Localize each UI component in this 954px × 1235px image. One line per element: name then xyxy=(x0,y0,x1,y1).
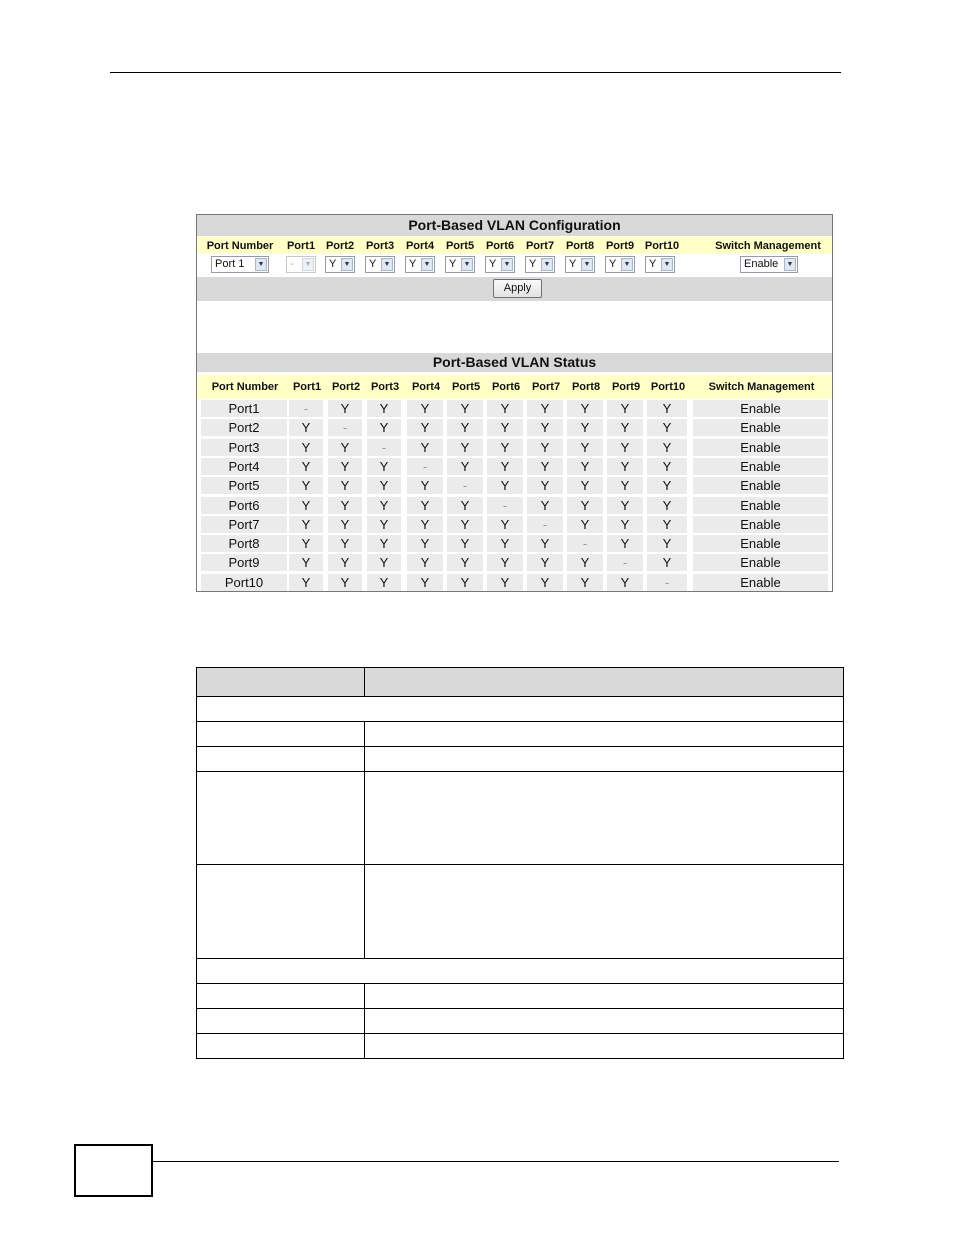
status-column-header: Port5 xyxy=(451,381,481,393)
status-cell: Y xyxy=(447,516,483,533)
footer-rule xyxy=(152,1161,839,1162)
status-column-header: Switch Management xyxy=(708,381,815,393)
config-column-header: Port2 xyxy=(325,239,355,252)
port-number-select[interactable] xyxy=(211,256,269,273)
status-cell: Y xyxy=(527,419,563,436)
status-cell: Y xyxy=(447,554,483,571)
select-value: Port 1 xyxy=(215,258,245,270)
select-value: Y xyxy=(649,258,657,270)
chevron-down-icon: ▼ xyxy=(661,258,673,271)
status-column-header: Port6 xyxy=(491,381,521,393)
port3-select[interactable] xyxy=(365,256,395,273)
status-cell: Y xyxy=(567,400,603,417)
port5-select[interactable] xyxy=(445,256,475,273)
status-cell: Port8 xyxy=(201,535,287,552)
status-cell: - xyxy=(328,419,362,436)
chevron-down-icon: ▼ xyxy=(621,258,633,271)
status-cell: Y xyxy=(407,554,443,571)
config-column-header: Port9 xyxy=(605,239,635,252)
status-cell: Enable xyxy=(693,535,828,552)
status-cell: Y xyxy=(407,535,443,552)
config-column-header: Port1 xyxy=(286,239,316,252)
table-row xyxy=(197,772,844,865)
status-cell: Y xyxy=(567,477,603,494)
table-row xyxy=(197,865,844,959)
table-row xyxy=(197,747,844,772)
port4-select[interactable] xyxy=(405,256,435,273)
vlan-screenshot-panel xyxy=(196,214,833,592)
table-row xyxy=(197,399,832,418)
chevron-down-icon: ▼ xyxy=(381,258,393,271)
status-cell: Y xyxy=(328,477,362,494)
status-cell: Enable xyxy=(693,477,828,494)
status-cell: Y xyxy=(367,400,401,417)
status-cell: - xyxy=(567,535,603,552)
table-row xyxy=(197,722,844,747)
status-cell: Y xyxy=(407,477,443,494)
status-cell: Y xyxy=(328,458,362,475)
status-cell: Y xyxy=(567,516,603,533)
status-cell: Y xyxy=(487,516,523,533)
table-row xyxy=(197,534,832,553)
status-column-header: Port2 xyxy=(331,381,361,393)
table-row xyxy=(197,438,832,457)
select-value: Y xyxy=(569,258,577,270)
status-cell: Y xyxy=(328,516,362,533)
status-cell: Y xyxy=(487,458,523,475)
table-row xyxy=(197,959,844,984)
port9-select[interactable] xyxy=(605,256,635,273)
status-cell: Y xyxy=(607,516,643,533)
status-cell: Port2 xyxy=(201,419,287,436)
status-cell: - xyxy=(447,477,483,494)
status-cell: Y xyxy=(487,574,523,591)
status-column-header: Port10 xyxy=(650,381,686,393)
status-cell: Y xyxy=(607,439,643,456)
status-cell: Y xyxy=(567,458,603,475)
status-column-header: Port9 xyxy=(611,381,641,393)
chevron-down-icon: ▼ xyxy=(255,258,267,271)
status-cell: Y xyxy=(487,535,523,552)
table-row xyxy=(197,553,832,572)
switch-management-select[interactable] xyxy=(740,256,798,273)
status-cell: Enable xyxy=(693,574,828,591)
status-cell: - xyxy=(407,458,443,475)
status-cell: Y xyxy=(328,554,362,571)
status-cell: - xyxy=(527,516,563,533)
status-cell: Y xyxy=(527,497,563,514)
status-cell: Y xyxy=(367,419,401,436)
status-cell: Y xyxy=(487,439,523,456)
status-cell: Y xyxy=(607,477,643,494)
status-cell: Enable xyxy=(693,400,828,417)
status-cell: Y xyxy=(289,554,323,571)
status-cell: Y xyxy=(367,574,401,591)
status-cell: - xyxy=(487,497,523,514)
status-cell: Y xyxy=(367,554,401,571)
status-cell: Y xyxy=(527,477,563,494)
status-cell: Y xyxy=(567,439,603,456)
status-cell: Enable xyxy=(693,458,828,475)
status-cell: Y xyxy=(607,574,643,591)
status-cell: Y xyxy=(407,400,443,417)
table-row xyxy=(197,697,844,722)
status-cell: Y xyxy=(367,535,401,552)
select-value: Y xyxy=(609,258,617,270)
status-cell: Y xyxy=(407,516,443,533)
status-cell: Y xyxy=(527,535,563,552)
status-cell: Y xyxy=(407,574,443,591)
status-cell: Y xyxy=(328,574,362,591)
config-control-row xyxy=(197,255,832,275)
status-cell: Y xyxy=(367,516,401,533)
status-cell: Y xyxy=(289,458,323,475)
table-row xyxy=(197,668,844,697)
status-cell: Y xyxy=(527,554,563,571)
status-cell: Y xyxy=(407,439,443,456)
status-cell: Y xyxy=(647,419,687,436)
chevron-down-icon: ▼ xyxy=(421,258,433,271)
port7-select[interactable] xyxy=(525,256,555,273)
status-cell: Y xyxy=(289,574,323,591)
port1-select xyxy=(286,256,316,273)
status-cell: Port1 xyxy=(201,400,287,417)
status-cell: Y xyxy=(607,400,643,417)
table-row xyxy=(197,457,832,476)
status-cell: Port4 xyxy=(201,458,287,475)
apply-button[interactable]: Apply xyxy=(493,279,542,298)
select-value: - xyxy=(290,258,294,270)
status-cell: Y xyxy=(328,497,362,514)
config-header-row xyxy=(197,237,832,254)
config-column-header: Port6 xyxy=(485,239,515,252)
table-row xyxy=(197,984,844,1009)
config-column-header: Port4 xyxy=(405,239,435,252)
status-cell: Y xyxy=(447,458,483,475)
status-cell: Port7 xyxy=(201,516,287,533)
status-cell: Y xyxy=(328,439,362,456)
status-cell: Y xyxy=(527,439,563,456)
status-cell: Y xyxy=(647,497,687,514)
status-cell: Y xyxy=(447,439,483,456)
status-cell: Y xyxy=(567,497,603,514)
status-column-header: Port7 xyxy=(531,381,561,393)
status-cell: Y xyxy=(289,439,323,456)
status-cell: Y xyxy=(328,535,362,552)
status-cell: Y xyxy=(407,419,443,436)
select-value: Enable xyxy=(744,258,779,270)
status-cell: Y xyxy=(407,497,443,514)
status-column-header: Port Number xyxy=(211,381,279,393)
status-cell: Y xyxy=(447,535,483,552)
config-column-header: Switch Management xyxy=(715,239,821,252)
config-title: Port-Based VLAN Configuration xyxy=(197,215,832,236)
select-value: Y xyxy=(529,258,537,270)
status-cell: Y xyxy=(447,400,483,417)
config-column-header: Port10 xyxy=(644,239,680,252)
status-cell: Y xyxy=(607,497,643,514)
chevron-down-icon: ▼ xyxy=(501,258,513,271)
status-column-header: Port1 xyxy=(292,381,322,393)
status-cell: - xyxy=(607,554,643,571)
status-cell: Y xyxy=(447,419,483,436)
config-column-header: Port8 xyxy=(565,239,595,252)
status-cell: Y xyxy=(527,400,563,417)
status-cell: Y xyxy=(367,458,401,475)
status-cell: Y xyxy=(487,419,523,436)
port6-select[interactable] xyxy=(485,256,515,273)
status-cell: Y xyxy=(647,554,687,571)
table-row xyxy=(197,418,832,437)
chevron-down-icon: ▼ xyxy=(541,258,553,271)
chevron-down-icon: ▼ xyxy=(302,258,314,271)
port8-select[interactable] xyxy=(565,256,595,273)
table-row xyxy=(197,515,832,534)
status-cell: Y xyxy=(289,497,323,514)
status-cell: Y xyxy=(567,419,603,436)
status-header-row xyxy=(197,375,832,399)
table-row xyxy=(197,1034,844,1059)
status-cell: Enable xyxy=(693,419,828,436)
status-cell: Port9 xyxy=(201,554,287,571)
status-cell: Y xyxy=(289,419,323,436)
chevron-down-icon: ▼ xyxy=(341,258,353,271)
status-cell: Y xyxy=(607,419,643,436)
status-cell: - xyxy=(367,439,401,456)
status-cell: - xyxy=(289,400,323,417)
status-cell: Y xyxy=(447,574,483,591)
status-cell: Y xyxy=(567,554,603,571)
status-cell: Enable xyxy=(693,516,828,533)
status-column-header: Port8 xyxy=(571,381,601,393)
status-cell: Y xyxy=(487,554,523,571)
header-rule xyxy=(110,72,841,73)
chevron-down-icon: ▼ xyxy=(461,258,473,271)
status-cell: Y xyxy=(328,400,362,417)
status-cell: Port5 xyxy=(201,477,287,494)
status-cell: Y xyxy=(527,458,563,475)
table-row xyxy=(197,573,832,592)
config-column-header: Port3 xyxy=(365,239,395,252)
config-column-header: Port7 xyxy=(525,239,555,252)
status-cell: Y xyxy=(289,477,323,494)
chevron-down-icon: ▼ xyxy=(784,258,796,271)
status-cell: Y xyxy=(647,516,687,533)
table-row xyxy=(197,496,832,515)
select-value: Y xyxy=(329,258,337,270)
status-cell: Y xyxy=(607,535,643,552)
select-value: Y xyxy=(369,258,377,270)
status-cell: Y xyxy=(367,477,401,494)
status-cell: Y xyxy=(647,400,687,417)
port10-select[interactable] xyxy=(645,256,675,273)
config-column-header: Port Number xyxy=(206,239,274,252)
config-column-header: Port5 xyxy=(445,239,475,252)
status-cell: Y xyxy=(447,497,483,514)
status-cell: Y xyxy=(647,439,687,456)
page-number-box xyxy=(74,1144,153,1197)
status-cell: Y xyxy=(607,458,643,475)
status-cell: Y xyxy=(647,535,687,552)
status-cell: Y xyxy=(527,574,563,591)
description-table xyxy=(196,667,844,1059)
select-value: Y xyxy=(409,258,417,270)
status-cell: Enable xyxy=(693,554,828,571)
status-column-header: Port3 xyxy=(370,381,400,393)
status-cell: Y xyxy=(289,535,323,552)
status-cell: Port6 xyxy=(201,497,287,514)
status-cell: Y xyxy=(487,400,523,417)
status-cell: Enable xyxy=(693,497,828,514)
select-value: Y xyxy=(489,258,497,270)
status-cell: Y xyxy=(647,477,687,494)
status-cell: Port10 xyxy=(201,574,287,591)
status-cell: Y xyxy=(567,574,603,591)
status-cell: - xyxy=(647,574,687,591)
port2-select[interactable] xyxy=(325,256,355,273)
chevron-down-icon: ▼ xyxy=(581,258,593,271)
status-cell: Y xyxy=(289,516,323,533)
status-cell: Y xyxy=(367,497,401,514)
status-cell: Y xyxy=(647,458,687,475)
status-cell: Y xyxy=(487,477,523,494)
table-row xyxy=(197,476,832,495)
status-column-header: Port4 xyxy=(411,381,441,393)
status-cell: Enable xyxy=(693,439,828,456)
status-title: Port-Based VLAN Status xyxy=(197,353,832,372)
table-row xyxy=(197,1009,844,1034)
status-cell: Port3 xyxy=(201,439,287,456)
select-value: Y xyxy=(449,258,457,270)
